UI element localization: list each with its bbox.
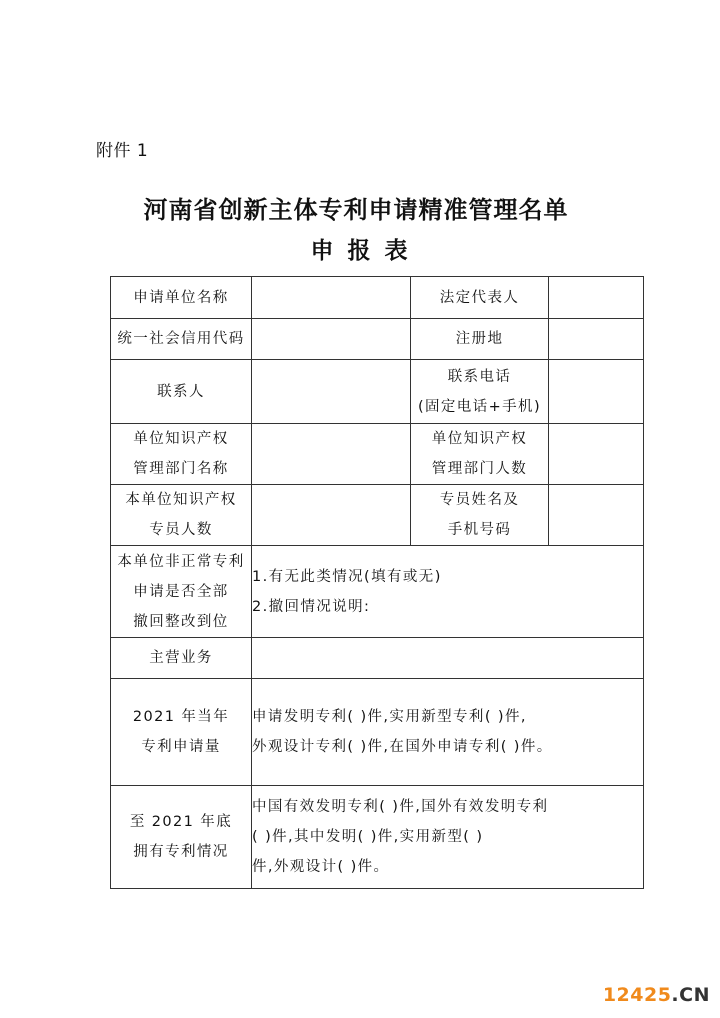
owned-patents-2021-field[interactable]: 中国有效发明专利( )件,国外有效发明专利 ( )件,其中发明( )件,实用新型( ) 件,外观设计( )件。 [252,786,644,889]
ip-dept-count-field[interactable] [549,424,644,485]
form-row-credit-code [111,319,644,360]
site-watermark [603,984,710,1006]
credit-code-field[interactable] [252,319,411,360]
contact-field[interactable] [252,360,411,424]
application-form-table [110,276,644,889]
form-row-ip-dept [111,424,644,485]
form-row-main-business [111,638,644,679]
ip-dept-count-label: 单位知识产权 管理部门人数 [411,424,549,485]
ip-staff-count-label: 本单位知识产权 专员人数 [111,485,252,546]
form-row-ip-staff [111,485,644,546]
attachment-label: 附件 1 [96,141,149,161]
legal-rep-label: 法定代表人 [411,277,549,319]
main-business-label: 主营业务 [111,638,252,679]
applicant-name-label: 申请单位名称 [111,277,252,319]
form-title: 河南省创新主体专利申请精准管理名单 [143,196,569,224]
form-subtitle: 申报表 [310,238,422,264]
watermark-domain: .CN [671,984,710,1006]
abnormal-applications-label: 本单位非正常专利 申请是否全部 撤回整改到位 [111,546,252,638]
form-row-abnormal [111,546,644,638]
applicant-name-field[interactable] [252,277,411,319]
watermark-number: 12425 [602,984,672,1006]
contact-phone-field[interactable] [549,360,644,424]
applications-2021-label: 2021 年当年 专利申请量 [111,679,252,786]
form-row-applications-2021 [111,679,644,786]
form-row-owned-2021 [111,786,644,889]
staff-name-phone-label: 专员姓名及 手机号码 [411,485,549,546]
legal-rep-field[interactable] [549,277,644,319]
staff-name-phone-field[interactable] [549,485,644,546]
contact-phone-label: 联系电话 (固定电话+手机) [411,360,549,424]
applications-2021-field[interactable]: 申请发明专利( )件,实用新型专利( )件, 外观设计专利( )件,在国外申请专利( )件。 [252,679,644,786]
ip-dept-name-field[interactable] [252,424,411,485]
owned-patents-2021-label: 至 2021 年底 拥有专利情况 [111,786,252,889]
abnormal-applications-field[interactable]: 1.有无此类情况(填有或无) 2.撤回情况说明: [252,546,644,638]
form-row-contact [111,360,644,424]
registered-address-field[interactable] [549,319,644,360]
form-row-applicant [111,277,644,319]
registered-address-label: 注册地 [411,319,549,360]
ip-staff-count-field[interactable] [252,485,411,546]
credit-code-label: 统一社会信用代码 [111,319,252,360]
contact-label: 联系人 [111,360,252,424]
main-business-field[interactable] [252,638,644,679]
ip-dept-name-label: 单位知识产权 管理部门名称 [111,424,252,485]
